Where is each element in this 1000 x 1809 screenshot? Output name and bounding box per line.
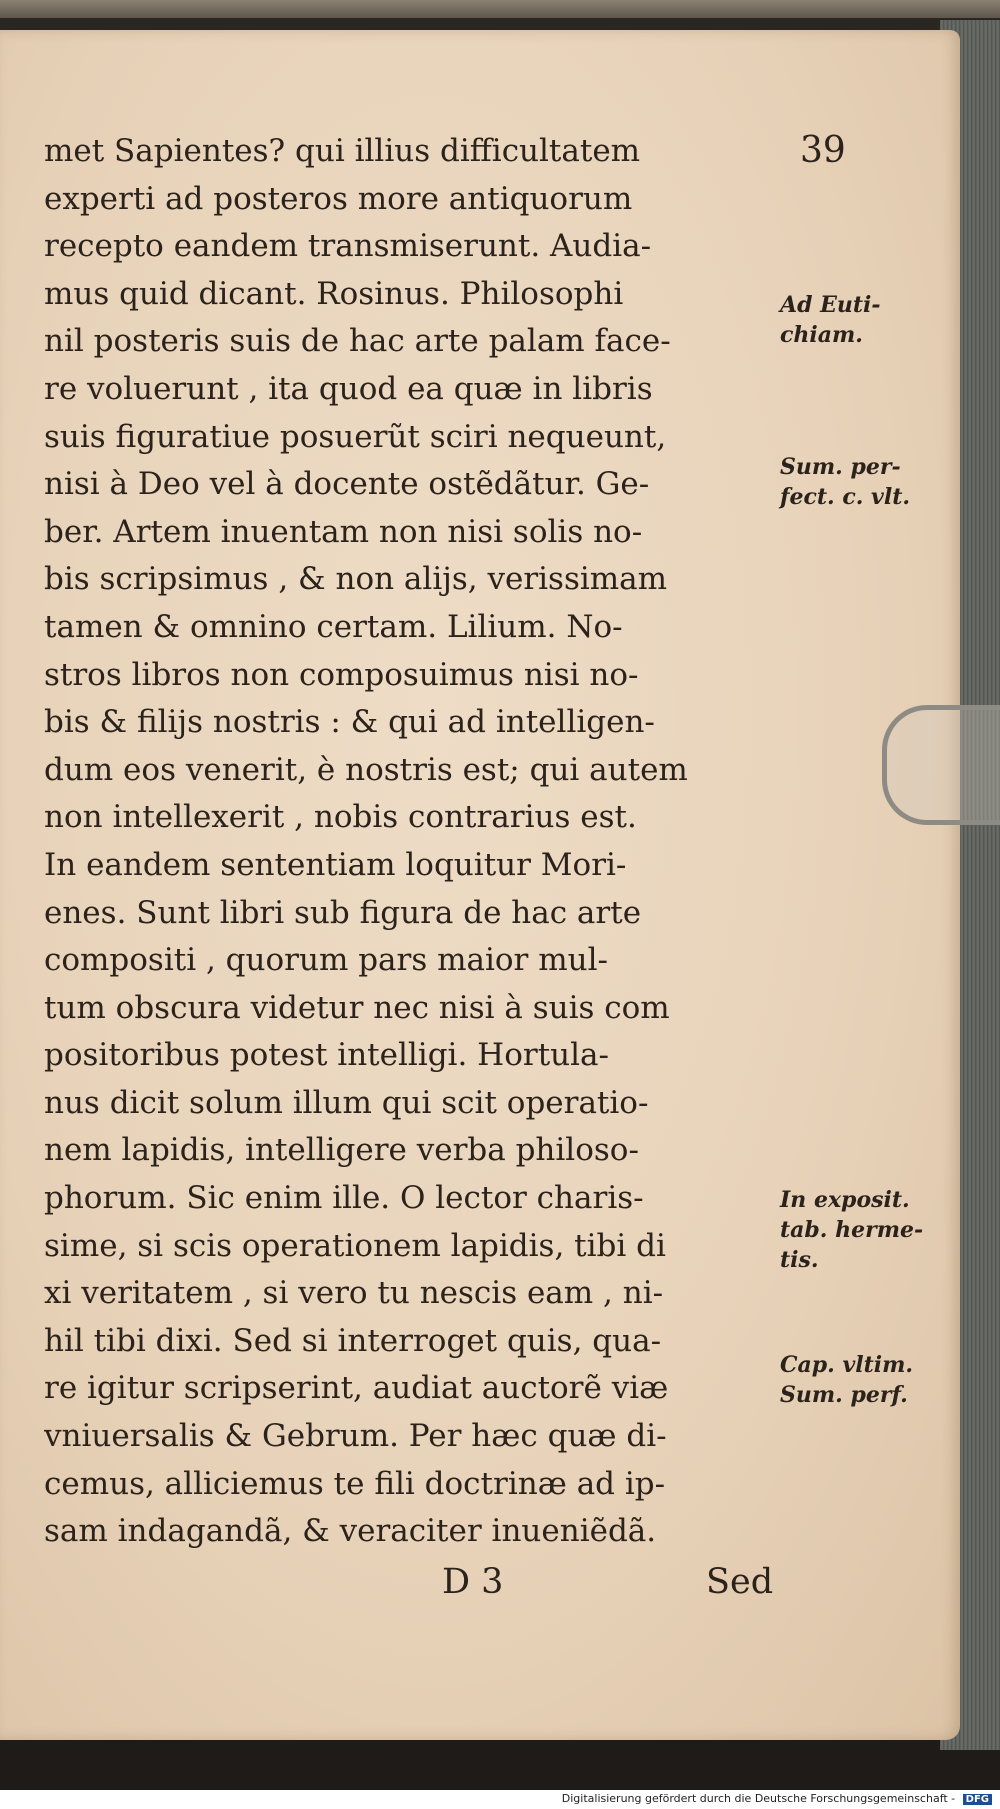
- marginal-note-line: chiam.: [780, 322, 863, 348]
- text-line: cemus, alliciemus te fili doctrinæ ad ip-: [44, 1465, 666, 1502]
- text-line: experti ad posteros more antiquorum: [44, 180, 633, 217]
- signature-mark: D 3: [442, 1562, 504, 1602]
- marginal-note-line: Sum. per-: [780, 454, 901, 480]
- text-line: tamen & omnino certam. Lilium. No-: [44, 608, 623, 645]
- marginal-note-line: Sum. perf.: [780, 1382, 908, 1408]
- catchword: Sed: [706, 1562, 774, 1602]
- text-line: In eandem sententiam loquitur Mori-: [44, 846, 627, 883]
- marginal-note-line: tis.: [780, 1247, 819, 1273]
- text-line: phorum. Sic enim ille. O lector charis-: [44, 1180, 644, 1217]
- marginal-note: [780, 452, 910, 512]
- marginal-note-line: Ad Euti-: [780, 292, 881, 318]
- text-line: dum eos venerit, è nostris est; qui autem: [44, 751, 688, 788]
- marginal-note-line: fect. c. vlt.: [780, 484, 911, 510]
- text-line: vniuersalis & Gebrum. Per hæc quæ di-: [44, 1418, 667, 1455]
- text-line: hil tibi dixi. Sed si interroget quis, qua-: [44, 1322, 662, 1359]
- page-number: 39: [800, 130, 846, 171]
- marginal-note: [780, 1185, 923, 1275]
- text-line: recepto eandem transmiserunt. Audia-: [44, 228, 652, 265]
- text-line: met Sapientes? qui illius difficultatem: [44, 133, 641, 169]
- text-line: tum obscura videtur nec nisi à suis com: [44, 989, 670, 1026]
- marginal-note: [780, 1350, 913, 1410]
- text-line: enes. Sunt libri sub figura de hac arte: [44, 894, 642, 931]
- text-line: re igitur scripserint, audiat auctorẽ viæ: [44, 1370, 669, 1407]
- text-line: compositi , quorum pars maior mul-: [44, 942, 608, 979]
- text-line: positoribus potest intelligi. Hortula-: [44, 1037, 609, 1074]
- text-line: bis scripsimus , & non alijs, verissimam: [44, 561, 668, 598]
- text-line: ber. Artem inuentam non nisi solis no-: [44, 513, 643, 550]
- text-line: suis figuratiue posuerũt sciri nequeunt,: [44, 418, 667, 455]
- dfg-logo-icon: DFG: [963, 1794, 992, 1805]
- text-line: nus dicit solum illum qui scit operatio-: [44, 1084, 649, 1121]
- marginal-note-line: Cap. vltim.: [780, 1352, 914, 1378]
- text-line: nil posteris suis de hac arte palam face-: [44, 323, 671, 360]
- credit-text: Digitalisierung gefördert durch die Deutsche Forschungsgemeinschaft -: [561, 1792, 956, 1805]
- text-line: mus quid dicant. Rosinus. Philosophi: [44, 275, 624, 312]
- body-text: [44, 128, 784, 1556]
- text-line: stros libros non composuimus nisi no-: [44, 656, 639, 693]
- text-line: sime, si scis operationem lapidis, tibi di: [44, 1227, 666, 1264]
- book-clasp: [882, 705, 1000, 825]
- book-top-edge: [0, 0, 1000, 18]
- marginal-note-line: tab. herme-: [780, 1217, 924, 1243]
- marginal-note: [780, 290, 881, 350]
- text-line: nem lapidis, intelligere verba philoso-: [44, 1132, 639, 1169]
- text-line: sam indagandã, & veraciter inueniẽdã.: [44, 1513, 657, 1550]
- text-line: non intellexerit , nobis contrarius est.: [44, 799, 637, 836]
- text-line: nisi à Deo vel à docente ostẽdãtur. Ge-: [44, 466, 650, 503]
- text-line: bis & filijs nostris : & qui ad intelligen-: [44, 704, 655, 741]
- digitization-credit: [562, 1792, 992, 1805]
- text-line: xi veritatem , si vero tu nescis eam , ni-: [44, 1275, 664, 1312]
- text-line: re voluerunt , ita quod ea quæ in libris: [44, 370, 653, 407]
- marginal-note-line: In exposit.: [780, 1187, 910, 1213]
